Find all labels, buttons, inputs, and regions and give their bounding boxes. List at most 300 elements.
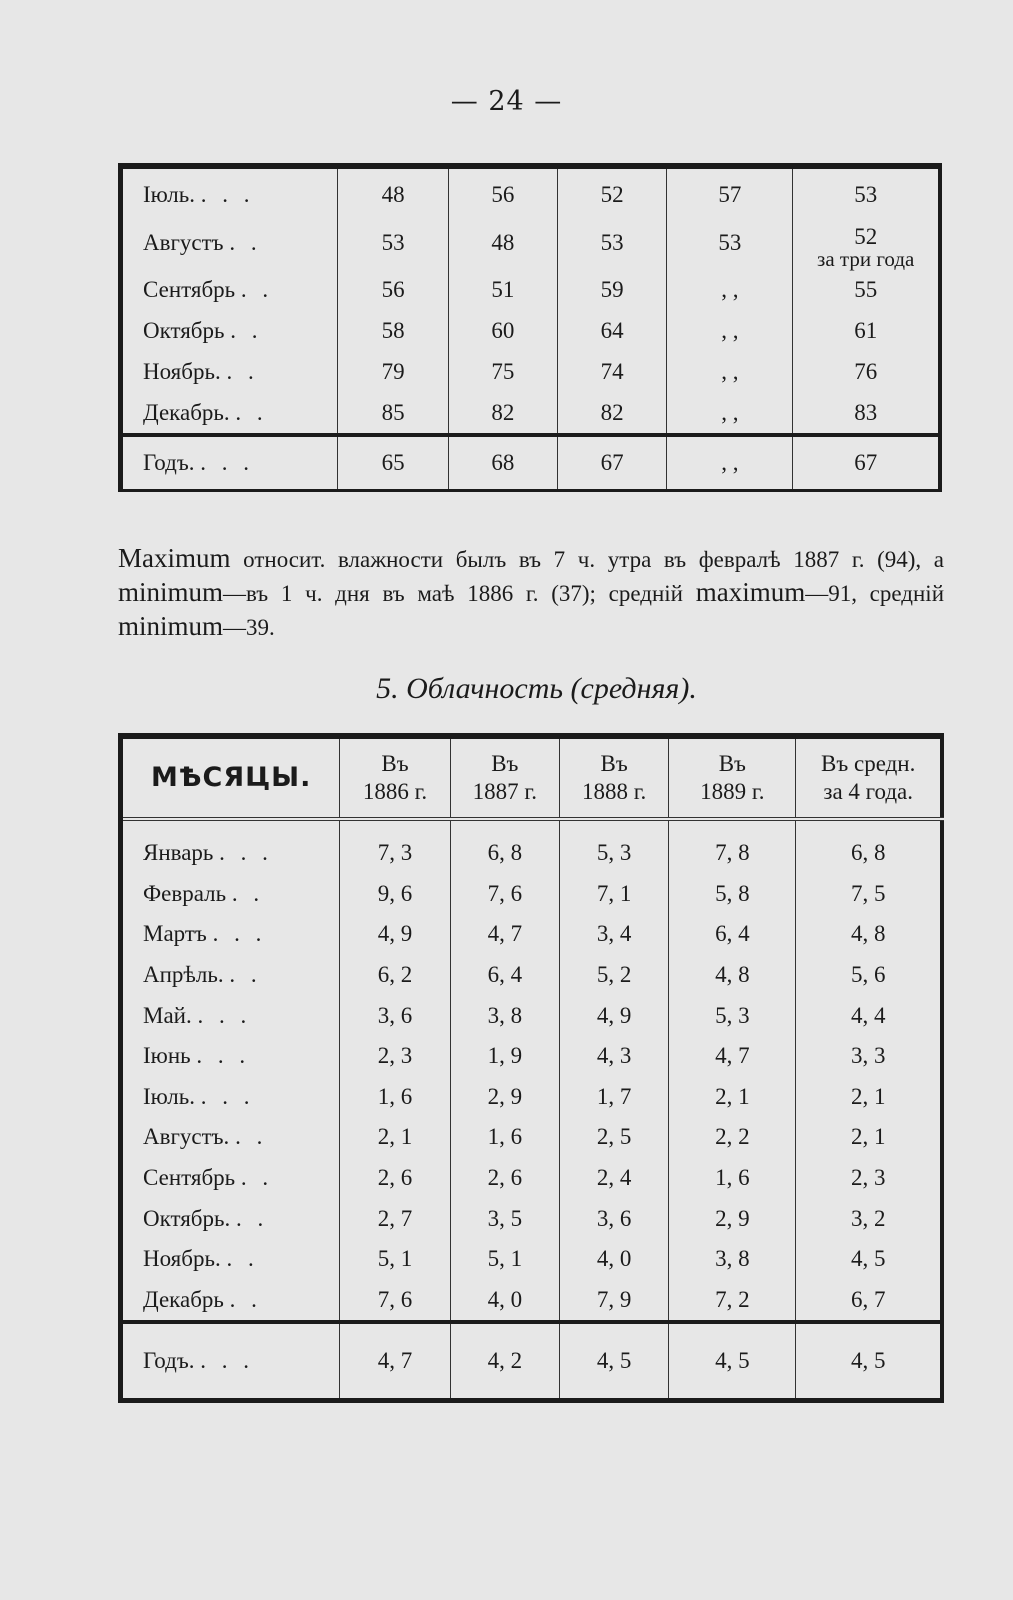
- cloudiness-table: [118, 733, 944, 1403]
- cell-value: 5, 1: [377, 1246, 413, 1272]
- year-row: [121, 435, 941, 491]
- value-cell: [796, 1158, 942, 1199]
- cell-value: 5, 3: [715, 1002, 750, 1028]
- cell-value: , ,: [721, 449, 739, 475]
- cell-value: 2, 6: [487, 1165, 523, 1191]
- value-cell: [450, 1280, 559, 1323]
- month-cell: [121, 1198, 340, 1239]
- value-cell: [667, 216, 793, 270]
- cell-value: 56: [381, 277, 405, 303]
- cell-value: 2, 2: [715, 1124, 750, 1150]
- cell-value: 2, 1: [850, 1083, 886, 1109]
- value-cell: [338, 166, 448, 216]
- value-cell: [448, 392, 557, 435]
- month-label: Августъ.: [143, 1124, 230, 1150]
- cell-value: 4, 7: [377, 1348, 413, 1374]
- table-row: [121, 914, 943, 955]
- cell-value: 68: [491, 449, 515, 475]
- value-cell: [557, 216, 666, 270]
- value-cell: [340, 874, 450, 915]
- three-year-note: за три года: [817, 246, 915, 271]
- month-cell: [121, 311, 338, 352]
- value-cell: [338, 270, 448, 311]
- cell-value: 7, 6: [377, 1286, 413, 1312]
- paragraph-text-2: —въ 1 ч. дня въ маѣ 1886 г. (37); средній: [223, 581, 696, 606]
- leader-dots: . .: [236, 1205, 269, 1231]
- cell-value: 7, 3: [377, 840, 413, 866]
- cell-value: 7, 8: [715, 840, 750, 866]
- cell-value: , ,: [721, 399, 739, 425]
- table-row: [121, 351, 941, 392]
- cell-value: 52: [600, 182, 624, 208]
- value-cell: [796, 914, 942, 955]
- cell-value: 4, 3: [596, 1043, 632, 1069]
- value-cell: [667, 166, 793, 216]
- month-label: Ноябрь.: [143, 358, 221, 384]
- cell-value: 2, 1: [715, 1083, 750, 1109]
- month-label: Февраль: [143, 880, 227, 906]
- cell-value: 6, 4: [715, 921, 750, 947]
- cell-value: 4, 5: [715, 1348, 750, 1374]
- month-cell: [121, 955, 340, 996]
- cell-value: 4, 9: [596, 1002, 632, 1028]
- value-cell: [796, 1198, 942, 1239]
- value-cell: [450, 1117, 559, 1158]
- value-cell: [559, 995, 668, 1036]
- value-cell: [669, 1239, 796, 1280]
- cell-value: 5, 3: [596, 840, 632, 866]
- value-cell: [338, 311, 448, 352]
- cell-value: 7, 2: [715, 1286, 750, 1312]
- value-cell: [669, 1322, 796, 1401]
- cell-value: 4, 0: [596, 1246, 632, 1272]
- cell-value: 7, 1: [596, 880, 632, 906]
- value-cell: [669, 955, 796, 996]
- cell-value: 59: [600, 277, 624, 303]
- value-cell: [450, 1322, 559, 1401]
- month-cell: [121, 819, 340, 874]
- month-label: Іюль.: [143, 182, 195, 208]
- page-number: — 24 —: [450, 86, 563, 117]
- cell-value: , ,: [721, 317, 739, 343]
- month-cell: [121, 1322, 340, 1401]
- minimum-word: minimum: [118, 577, 224, 607]
- value-cell: [559, 1280, 668, 1323]
- value-cell: [559, 914, 668, 955]
- cell-value: 76: [854, 358, 878, 384]
- value-cell: [338, 351, 448, 392]
- cell-value: 52: [854, 223, 878, 249]
- cell-value: 85: [381, 399, 405, 425]
- year-row: [121, 1322, 943, 1401]
- cell-value: 1, 6: [487, 1124, 523, 1150]
- value-cell: [796, 995, 942, 1036]
- month-cell: [121, 216, 338, 270]
- cell-value: 2, 1: [377, 1124, 413, 1150]
- cell-value: 4, 0: [487, 1286, 523, 1312]
- cell-value: 9, 6: [377, 880, 413, 906]
- month-label: Январь: [143, 840, 214, 866]
- leader-dots: . .: [240, 277, 274, 303]
- month-label: Ноябрь.: [143, 1246, 221, 1272]
- cell-value: 57: [718, 182, 742, 208]
- cell-value: 48: [491, 229, 515, 255]
- month-label: Апрѣль.: [143, 962, 224, 988]
- cell-value: 4, 7: [715, 1043, 750, 1069]
- value-cell: [450, 819, 559, 874]
- value-cell: [559, 819, 668, 874]
- table-row: [121, 1280, 943, 1323]
- value-cell: [793, 216, 940, 270]
- cell-value: 6, 7: [850, 1286, 886, 1312]
- month-cell: [121, 435, 338, 491]
- value-cell: [450, 955, 559, 996]
- value-cell: [669, 819, 796, 874]
- maximum-word: maximum: [695, 577, 806, 607]
- value-cell: [340, 995, 450, 1036]
- value-cell: [793, 435, 940, 491]
- month-label: Декабрь.: [143, 399, 230, 425]
- cell-value: 2, 1: [850, 1124, 886, 1150]
- cell-value: 75: [491, 358, 515, 384]
- value-cell: [450, 1239, 559, 1280]
- value-cell: [669, 1280, 796, 1323]
- month-cell: [121, 1036, 340, 1077]
- table-row: [121, 216, 941, 270]
- value-cell: [669, 1036, 796, 1077]
- value-cell: [796, 874, 942, 915]
- value-cell: [559, 1077, 668, 1118]
- value-cell: [450, 1036, 559, 1077]
- month-cell: [121, 392, 338, 435]
- cell-value: 5, 6: [850, 962, 886, 988]
- value-cell: [559, 874, 668, 915]
- value-cell: [793, 166, 940, 216]
- value-cell: [450, 1158, 559, 1199]
- month-label: Сентябрь: [143, 1165, 236, 1191]
- cell-value: 67: [600, 449, 624, 475]
- value-cell: [796, 1322, 942, 1401]
- month-cell: [121, 1158, 340, 1199]
- table-row: [121, 1036, 943, 1077]
- value-cell: [796, 1077, 942, 1118]
- value-cell: [450, 995, 559, 1036]
- month-label: Май.: [143, 1002, 192, 1028]
- cell-value: 53: [381, 229, 405, 255]
- cell-value: 3, 2: [850, 1205, 886, 1231]
- table-row: [121, 270, 941, 311]
- value-cell: [557, 166, 666, 216]
- value-cell: [450, 914, 559, 955]
- value-cell: [669, 1077, 796, 1118]
- paragraph-text-1: относит. влажности былъ въ 7 ч. утра въ февралѣ 1887 г. (94), а: [230, 547, 944, 572]
- leader-dots: . .: [229, 229, 262, 255]
- value-cell: [450, 1198, 559, 1239]
- cell-value: 74: [600, 358, 624, 384]
- cell-value: 3, 6: [596, 1205, 632, 1231]
- value-cell: [338, 392, 448, 435]
- column-header-year: Въ 1888 г.: [559, 736, 668, 819]
- column-header-year: Въ 1886 г.: [340, 736, 450, 819]
- cell-value: 3, 6: [377, 1002, 413, 1028]
- table-row: [121, 1117, 943, 1158]
- value-cell: [796, 1117, 942, 1158]
- cell-value: 4, 7: [487, 921, 523, 947]
- value-cell: [340, 1158, 450, 1199]
- month-cell: [121, 995, 340, 1036]
- leader-dots: . . .: [196, 1043, 251, 1069]
- paragraph-text-4: —39.: [223, 615, 275, 640]
- cell-value: 58: [381, 317, 405, 343]
- value-cell: [559, 1036, 668, 1077]
- value-cell: [340, 1077, 450, 1118]
- cell-value: 2, 6: [377, 1165, 413, 1191]
- value-cell: [669, 1117, 796, 1158]
- value-cell: [669, 874, 796, 915]
- leader-dots: . .: [231, 880, 265, 906]
- cell-value: 6, 8: [850, 840, 886, 866]
- leader-dots: . . .: [200, 449, 254, 475]
- value-cell: [557, 311, 666, 352]
- cell-value: 1, 6: [715, 1165, 750, 1191]
- month-label: Годъ.: [143, 1348, 195, 1374]
- cell-value: 2, 5: [596, 1124, 632, 1150]
- cell-value: 53: [600, 229, 624, 255]
- month-cell: [121, 1117, 340, 1158]
- cell-value: 2, 3: [377, 1043, 413, 1069]
- cell-value: , ,: [721, 277, 739, 303]
- cell-value: 65: [381, 449, 405, 475]
- value-cell: [338, 435, 448, 491]
- humidity-table-continued: [118, 163, 942, 492]
- cell-value: 3, 8: [715, 1246, 750, 1272]
- leader-dots: . . .: [200, 1348, 254, 1374]
- cell-value: 1, 6: [377, 1083, 413, 1109]
- header-row: [121, 736, 943, 819]
- table-row: [121, 819, 943, 874]
- month-label: Іюнь: [143, 1043, 191, 1069]
- value-cell: [340, 1322, 450, 1401]
- value-cell: [667, 392, 793, 435]
- cell-value: 3, 4: [596, 921, 632, 947]
- value-cell: [338, 216, 448, 270]
- paragraph-text-3: —91, средній: [805, 581, 944, 606]
- month-label: Мартъ: [143, 921, 207, 947]
- cell-value: 55: [854, 277, 878, 303]
- cell-value: 6, 4: [487, 962, 523, 988]
- leader-dots: . .: [235, 399, 268, 425]
- month-label: Декабрь: [143, 1286, 224, 1312]
- cell-value: 83: [854, 399, 878, 425]
- table-row: [121, 1158, 943, 1199]
- value-cell: [340, 1036, 450, 1077]
- cell-value: 4, 4: [850, 1002, 886, 1028]
- minimum-word: minimum: [118, 611, 224, 641]
- month-cell: [121, 351, 338, 392]
- humidity-extremes-paragraph: [118, 542, 944, 644]
- cell-value: 82: [600, 399, 624, 425]
- value-cell: [669, 1198, 796, 1239]
- cell-value: 2, 9: [487, 1083, 523, 1109]
- cell-value: 53: [854, 182, 878, 208]
- cell-value: 4, 9: [377, 921, 413, 947]
- month-label: Октябрь: [143, 317, 225, 343]
- leader-dots: . .: [230, 317, 263, 343]
- cell-value: 79: [381, 358, 405, 384]
- table-row: [121, 1198, 943, 1239]
- cell-value: 5, 1: [487, 1246, 523, 1272]
- value-cell: [793, 392, 940, 435]
- value-cell: [796, 1239, 942, 1280]
- value-cell: [559, 1158, 668, 1199]
- cell-value: 4, 5: [596, 1348, 632, 1374]
- month-cell: [121, 270, 338, 311]
- cell-value: 3, 3: [850, 1043, 886, 1069]
- cell-value: 2, 3: [850, 1165, 886, 1191]
- value-cell: [448, 166, 557, 216]
- value-cell: [557, 392, 666, 435]
- cell-value: 67: [854, 449, 878, 475]
- table-row: [121, 1239, 943, 1280]
- value-cell: [793, 351, 940, 392]
- value-cell: [448, 351, 557, 392]
- value-cell: [450, 874, 559, 915]
- leader-dots: . .: [235, 1124, 268, 1150]
- table-row: [121, 874, 943, 915]
- value-cell: [796, 1036, 942, 1077]
- table-row: [121, 392, 941, 435]
- cell-value: 4, 8: [850, 921, 886, 947]
- value-cell: [448, 311, 557, 352]
- cell-value: 1, 7: [596, 1083, 632, 1109]
- table-row: [121, 311, 941, 352]
- cell-value: 2, 4: [596, 1165, 632, 1191]
- cell-value: 3, 5: [487, 1205, 523, 1231]
- cell-value: 7, 6: [487, 880, 523, 906]
- leader-dots: . . .: [200, 1083, 255, 1109]
- cell-value: 6, 2: [377, 962, 413, 988]
- cell-value: 3, 8: [487, 1002, 523, 1028]
- cell-value: 61: [854, 317, 878, 343]
- table-row: [121, 1077, 943, 1118]
- value-cell: [340, 819, 450, 874]
- value-cell: [340, 1198, 450, 1239]
- value-cell: [796, 955, 942, 996]
- leader-dots: . .: [229, 1286, 262, 1312]
- leader-dots: . .: [226, 358, 259, 384]
- maximum-word: Maximum: [118, 543, 231, 573]
- table-row: [121, 995, 943, 1036]
- leader-dots: . .: [240, 1165, 274, 1191]
- value-cell: [669, 995, 796, 1036]
- column-header-months: МѢСЯЦЫ.: [121, 736, 340, 819]
- value-cell: [669, 914, 796, 955]
- value-cell: [669, 1158, 796, 1199]
- month-label: Годъ.: [143, 449, 195, 475]
- cell-value: 82: [491, 399, 515, 425]
- cell-value: 1, 9: [487, 1043, 523, 1069]
- value-cell: [340, 1280, 450, 1323]
- month-cell: [121, 166, 338, 216]
- value-cell: [559, 1239, 668, 1280]
- value-cell: [340, 914, 450, 955]
- value-cell: [559, 1117, 668, 1158]
- month-label: Сентябрь: [143, 277, 236, 303]
- leader-dots: . . .: [212, 921, 267, 947]
- month-label: Іюль.: [143, 1083, 195, 1109]
- column-header-year: Въ 1889 г.: [669, 736, 796, 819]
- value-cell: [667, 351, 793, 392]
- leader-dots: . .: [229, 962, 262, 988]
- value-cell: [557, 270, 666, 311]
- month-cell: [121, 874, 340, 915]
- cell-value: 7, 5: [850, 880, 886, 906]
- value-cell: [340, 1239, 450, 1280]
- value-cell: [559, 1198, 668, 1239]
- value-cell: [793, 311, 940, 352]
- value-cell: [796, 819, 942, 874]
- cell-value: 5, 8: [715, 880, 750, 906]
- table-row: [121, 955, 943, 996]
- value-cell: [557, 435, 666, 491]
- value-cell: [448, 216, 557, 270]
- month-cell: [121, 1280, 340, 1323]
- value-cell: [450, 1077, 559, 1118]
- value-cell: [340, 955, 450, 996]
- value-cell: [796, 1280, 942, 1323]
- month-label: Октябрь.: [143, 1205, 231, 1231]
- value-cell: [559, 955, 668, 996]
- cell-value: 5, 2: [596, 962, 632, 988]
- value-cell: [559, 1322, 668, 1401]
- cell-value: 7, 9: [596, 1286, 632, 1312]
- cell-value: 6, 8: [487, 840, 523, 866]
- cell-value: 4, 2: [487, 1348, 523, 1374]
- cell-value: 4, 5: [850, 1246, 886, 1272]
- month-cell: [121, 914, 340, 955]
- leader-dots: . . .: [197, 1002, 252, 1028]
- value-cell: [667, 311, 793, 352]
- leader-dots: . .: [226, 1246, 259, 1272]
- cell-value: 60: [491, 317, 515, 343]
- cell-value: , ,: [721, 358, 739, 384]
- cell-value: 64: [600, 317, 624, 343]
- cell-value: 2, 9: [715, 1205, 750, 1231]
- value-cell: [667, 435, 793, 491]
- value-cell: [448, 435, 557, 491]
- value-cell: [340, 1117, 450, 1158]
- column-header-year: Въ 1887 г.: [450, 736, 559, 819]
- month-label: Августъ: [143, 229, 224, 255]
- leader-dots: . . .: [219, 840, 273, 866]
- leader-dots: . . .: [200, 182, 255, 208]
- month-cell: [121, 1239, 340, 1280]
- value-cell: [793, 270, 940, 311]
- cell-value: 48: [381, 182, 405, 208]
- column-header-year: Въ средн. за 4 года.: [796, 736, 942, 819]
- value-cell: [448, 270, 557, 311]
- value-cell: [557, 351, 666, 392]
- cell-value: 2, 7: [377, 1205, 413, 1231]
- table-row: [121, 166, 941, 216]
- cell-value: 4, 8: [715, 962, 750, 988]
- cell-value: 4, 5: [850, 1348, 886, 1374]
- section-heading: 5. Облачность (средняя).: [376, 672, 697, 705]
- month-cell: [121, 1077, 340, 1118]
- cell-value: 51: [491, 277, 515, 303]
- cell-value: 53: [718, 229, 742, 255]
- value-cell: [667, 270, 793, 311]
